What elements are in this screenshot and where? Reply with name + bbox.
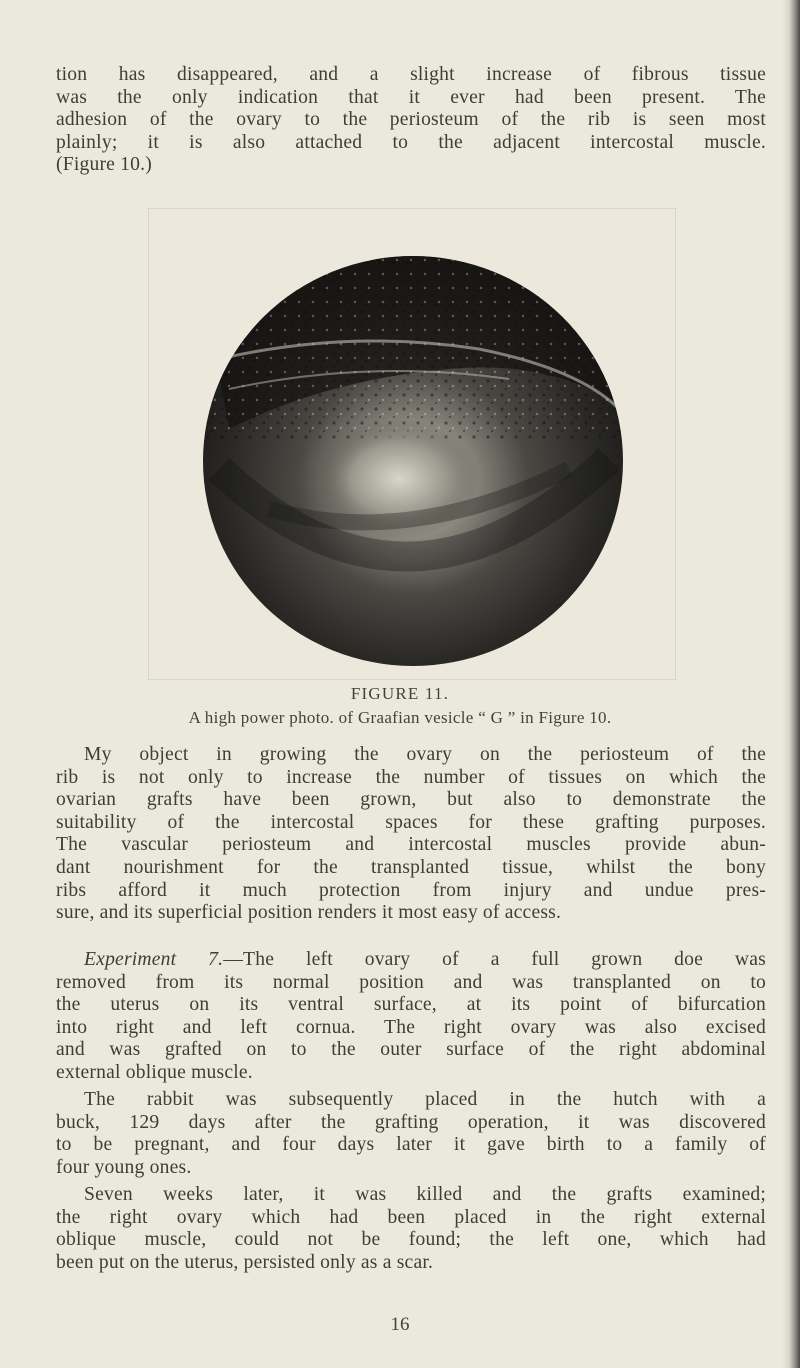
text-line: the right ovary which had been placed in the right external bbox=[56, 1206, 766, 1228]
text-line: buck, 129 days after the grafting operation, it was discovered bbox=[56, 1111, 766, 1133]
paragraph-examination bbox=[56, 1184, 766, 1274]
text-line: (Figure 10.) bbox=[56, 154, 152, 176]
text-line: My object in growing the ovary on the periosteum of the bbox=[84, 744, 766, 765]
text-line: ribs afford it much protection from injury and undue pres- bbox=[56, 879, 766, 901]
figure-caption: A high power photo. of Graafian vesicle “ G ” in Figure 10. bbox=[188, 708, 612, 727]
text-line: The vascular periosteum and intercostal muscles provide abun- bbox=[56, 834, 766, 856]
paragraph-intro bbox=[56, 64, 766, 177]
text-line: suitability of the intercostal spaces for these grafting purposes. bbox=[56, 811, 766, 833]
text-line: been put on the uterus, persisted only as a scar. bbox=[56, 1251, 434, 1273]
text-line: rib is not only to increase the number of tissues on which the bbox=[56, 766, 766, 788]
text-line: and was grafted on to the outer surface of the right abdominal bbox=[56, 1039, 766, 1061]
text-line: removed from its normal position and was transplanted on to bbox=[56, 971, 766, 993]
paragraph-experiment-7 bbox=[56, 949, 766, 1085]
paragraph-object bbox=[56, 744, 766, 925]
experiment-label: Experiment 7. bbox=[84, 949, 224, 970]
text-line: sure, and its superficial position renders it most easy of access. bbox=[56, 902, 562, 924]
text-line: the uterus on its ventral surface, at its point of bifurcation bbox=[56, 994, 766, 1016]
text-line: tion has disappeared, and a slight increase of fibrous tissue bbox=[56, 64, 766, 85]
page-number: 16 bbox=[390, 1314, 410, 1335]
text-line: ovarian grafts have been grown, but also to demonstrate the bbox=[56, 789, 766, 811]
figure-title: FIGURE 11. bbox=[350, 684, 450, 703]
text-line: dant nourishment for the transplanted tissue, whilst the bony bbox=[56, 856, 766, 878]
text-line: to be pregnant, and four days later it gave birth to a family of bbox=[56, 1134, 766, 1156]
text-line: four young ones. bbox=[56, 1156, 192, 1178]
text-line: plainly; it is also attached to the adjacent intercostal muscle. bbox=[56, 131, 766, 153]
text-line: external oblique muscle. bbox=[56, 1061, 253, 1083]
text-line bbox=[56, 949, 766, 972]
text-line: oblique muscle, could not be found; the left one, which had bbox=[56, 1229, 766, 1251]
paragraph-pregnancy bbox=[56, 1089, 766, 1179]
text-line: The rabbit was subsequently placed in the hutch with a bbox=[84, 1089, 766, 1110]
figure-photo bbox=[148, 208, 676, 680]
text-line: Seven weeks later, it was killed and the grafts examined; bbox=[84, 1184, 766, 1205]
text-line-rest: —The left ovary of a full grown doe was bbox=[223, 949, 766, 970]
text-line: was the only indication that it ever had been present. The bbox=[56, 86, 766, 108]
text-line: into right and left cornua. The right ovary was also excised bbox=[56, 1016, 766, 1038]
text-line: adhesion of the ovary to the periosteum of the rib is seen most bbox=[56, 109, 766, 131]
